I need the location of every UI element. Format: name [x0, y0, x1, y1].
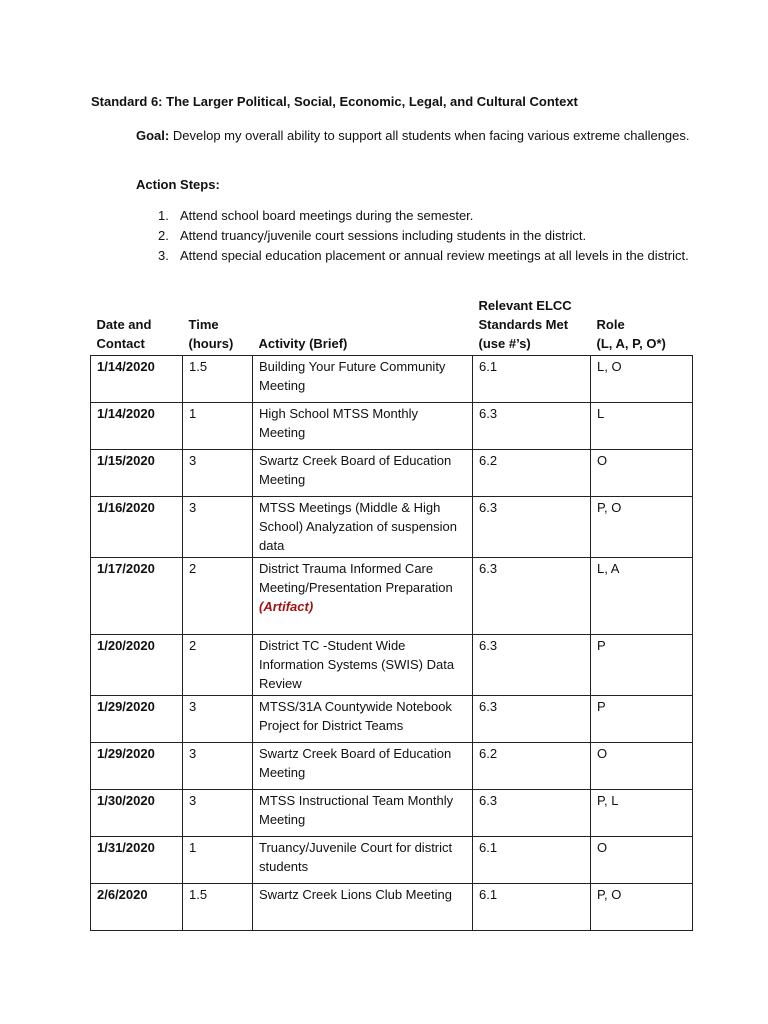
cell-standard: 6.1	[473, 356, 591, 403]
cell-standard: 6.3	[473, 497, 591, 558]
cell-activity: Swartz Creek Lions Club Meeting	[253, 884, 473, 931]
action-step	[158, 206, 698, 226]
table-row	[91, 696, 693, 743]
action-step	[158, 246, 698, 266]
cell-role: P, L	[591, 790, 693, 837]
cell-standard: 6.3	[473, 790, 591, 837]
standard-title: Standard 6: The Larger Political, Social, Economic, Legal, and Cultural Context	[91, 94, 578, 109]
activity-log-table	[90, 296, 693, 931]
cell-activity: District TC -Student Wide Information Systems (SWIS) Data Review	[253, 635, 473, 696]
cell-date: 1/29/2020	[91, 743, 183, 790]
cell-role: L, O	[591, 356, 693, 403]
cell-standard: 6.3	[473, 558, 591, 635]
cell-role: O	[591, 837, 693, 884]
cell-time: 3	[183, 696, 253, 743]
cell-standard: 6.2	[473, 450, 591, 497]
table-row	[91, 743, 693, 790]
cell-time: 3	[183, 450, 253, 497]
cell-date: 1/14/2020	[91, 356, 183, 403]
cell-role: P	[591, 696, 693, 743]
header-standards: Relevant ELCC Standards Met (use #’s)	[478, 298, 572, 351]
cell-date: 1/29/2020	[91, 696, 183, 743]
cell-role: P, O	[591, 884, 693, 931]
cell-role: L, A	[591, 558, 693, 635]
cell-activity: Truancy/Juvenile Court for district students	[253, 837, 473, 884]
cell-activity: MTSS Meetings (Middle & High School) Analyzation of suspension data	[253, 497, 473, 558]
table-row	[91, 403, 693, 450]
cell-time: 3	[183, 497, 253, 558]
action-step-number: 3.	[158, 248, 169, 263]
cell-date: 1/14/2020	[91, 403, 183, 450]
action-step-number: 2.	[158, 228, 169, 243]
goal-paragraph	[91, 125, 691, 146]
cell-activity: High School MTSS Monthly Meeting	[253, 403, 473, 450]
cell-time: 3	[183, 743, 253, 790]
cell-role: P	[591, 635, 693, 696]
cell-activity: MTSS Instructional Team Monthly Meeting	[253, 790, 473, 837]
cell-standard: 6.2	[473, 743, 591, 790]
cell-activity: MTSS/31A Countywide Notebook Project for District Teams	[253, 696, 473, 743]
cell-activity	[253, 558, 473, 635]
cell-date: 1/31/2020	[91, 837, 183, 884]
table-row	[91, 635, 693, 696]
cell-role: P, O	[591, 497, 693, 558]
cell-time: 2	[183, 558, 253, 635]
header-date-contact: Date and Contact	[96, 317, 152, 351]
cell-date: 2/6/2020	[91, 884, 183, 931]
cell-standard: 6.3	[473, 635, 591, 696]
cell-date: 1/20/2020	[91, 635, 183, 696]
header-role: Role (L, A, P, O*)	[596, 317, 666, 351]
action-step-number: 1.	[158, 208, 169, 223]
table-row	[91, 790, 693, 837]
cell-time: 1	[183, 837, 253, 884]
table-row	[91, 558, 693, 635]
artifact-note: (Artifact)	[259, 599, 314, 614]
cell-time: 1	[183, 403, 253, 450]
action-steps-list	[158, 206, 698, 266]
cell-standard: 6.1	[473, 837, 591, 884]
cell-time: 2	[183, 635, 253, 696]
cell-time: 3	[183, 790, 253, 837]
cell-standard: 6.1	[473, 884, 591, 931]
cell-activity: Swartz Creek Board of Education Meeting	[253, 450, 473, 497]
table-row	[91, 356, 693, 403]
action-step	[158, 226, 698, 246]
cell-date: 1/17/2020	[91, 558, 183, 635]
cell-standard: 6.3	[473, 403, 591, 450]
action-steps-heading: Action Steps:	[136, 177, 220, 192]
action-step-text: Attend special education placement or annual review meetings at all levels in the district.	[180, 248, 689, 263]
header-time: Time (hours)	[188, 317, 234, 351]
cell-date: 1/30/2020	[91, 790, 183, 837]
table-row	[91, 837, 693, 884]
activity-text: District Trauma Informed Care Meeting/Presentation Preparation	[259, 561, 453, 595]
cell-role: O	[591, 743, 693, 790]
cell-role: L	[591, 403, 693, 450]
table-row	[91, 450, 693, 497]
cell-date: 1/16/2020	[91, 497, 183, 558]
goal-text: Develop my overall ability to support all students when facing various extreme challenges.	[169, 128, 690, 143]
cell-role: O	[591, 450, 693, 497]
cell-activity: Swartz Creek Board of Education Meeting	[253, 743, 473, 790]
table-header-row	[91, 296, 693, 356]
action-step-text: Attend school board meetings during the semester.	[180, 208, 474, 223]
action-step-text: Attend truancy/juvenile court sessions including students in the district.	[180, 228, 587, 243]
goal-label: Goal:	[136, 128, 170, 143]
cell-date: 1/15/2020	[91, 450, 183, 497]
cell-standard: 6.3	[473, 696, 591, 743]
cell-time: 1.5	[183, 884, 253, 931]
header-activity: Activity (Brief)	[258, 336, 348, 351]
table-row	[91, 497, 693, 558]
cell-time: 1.5	[183, 356, 253, 403]
cell-activity: Building Your Future Community Meeting	[253, 356, 473, 403]
table-row	[91, 884, 693, 931]
